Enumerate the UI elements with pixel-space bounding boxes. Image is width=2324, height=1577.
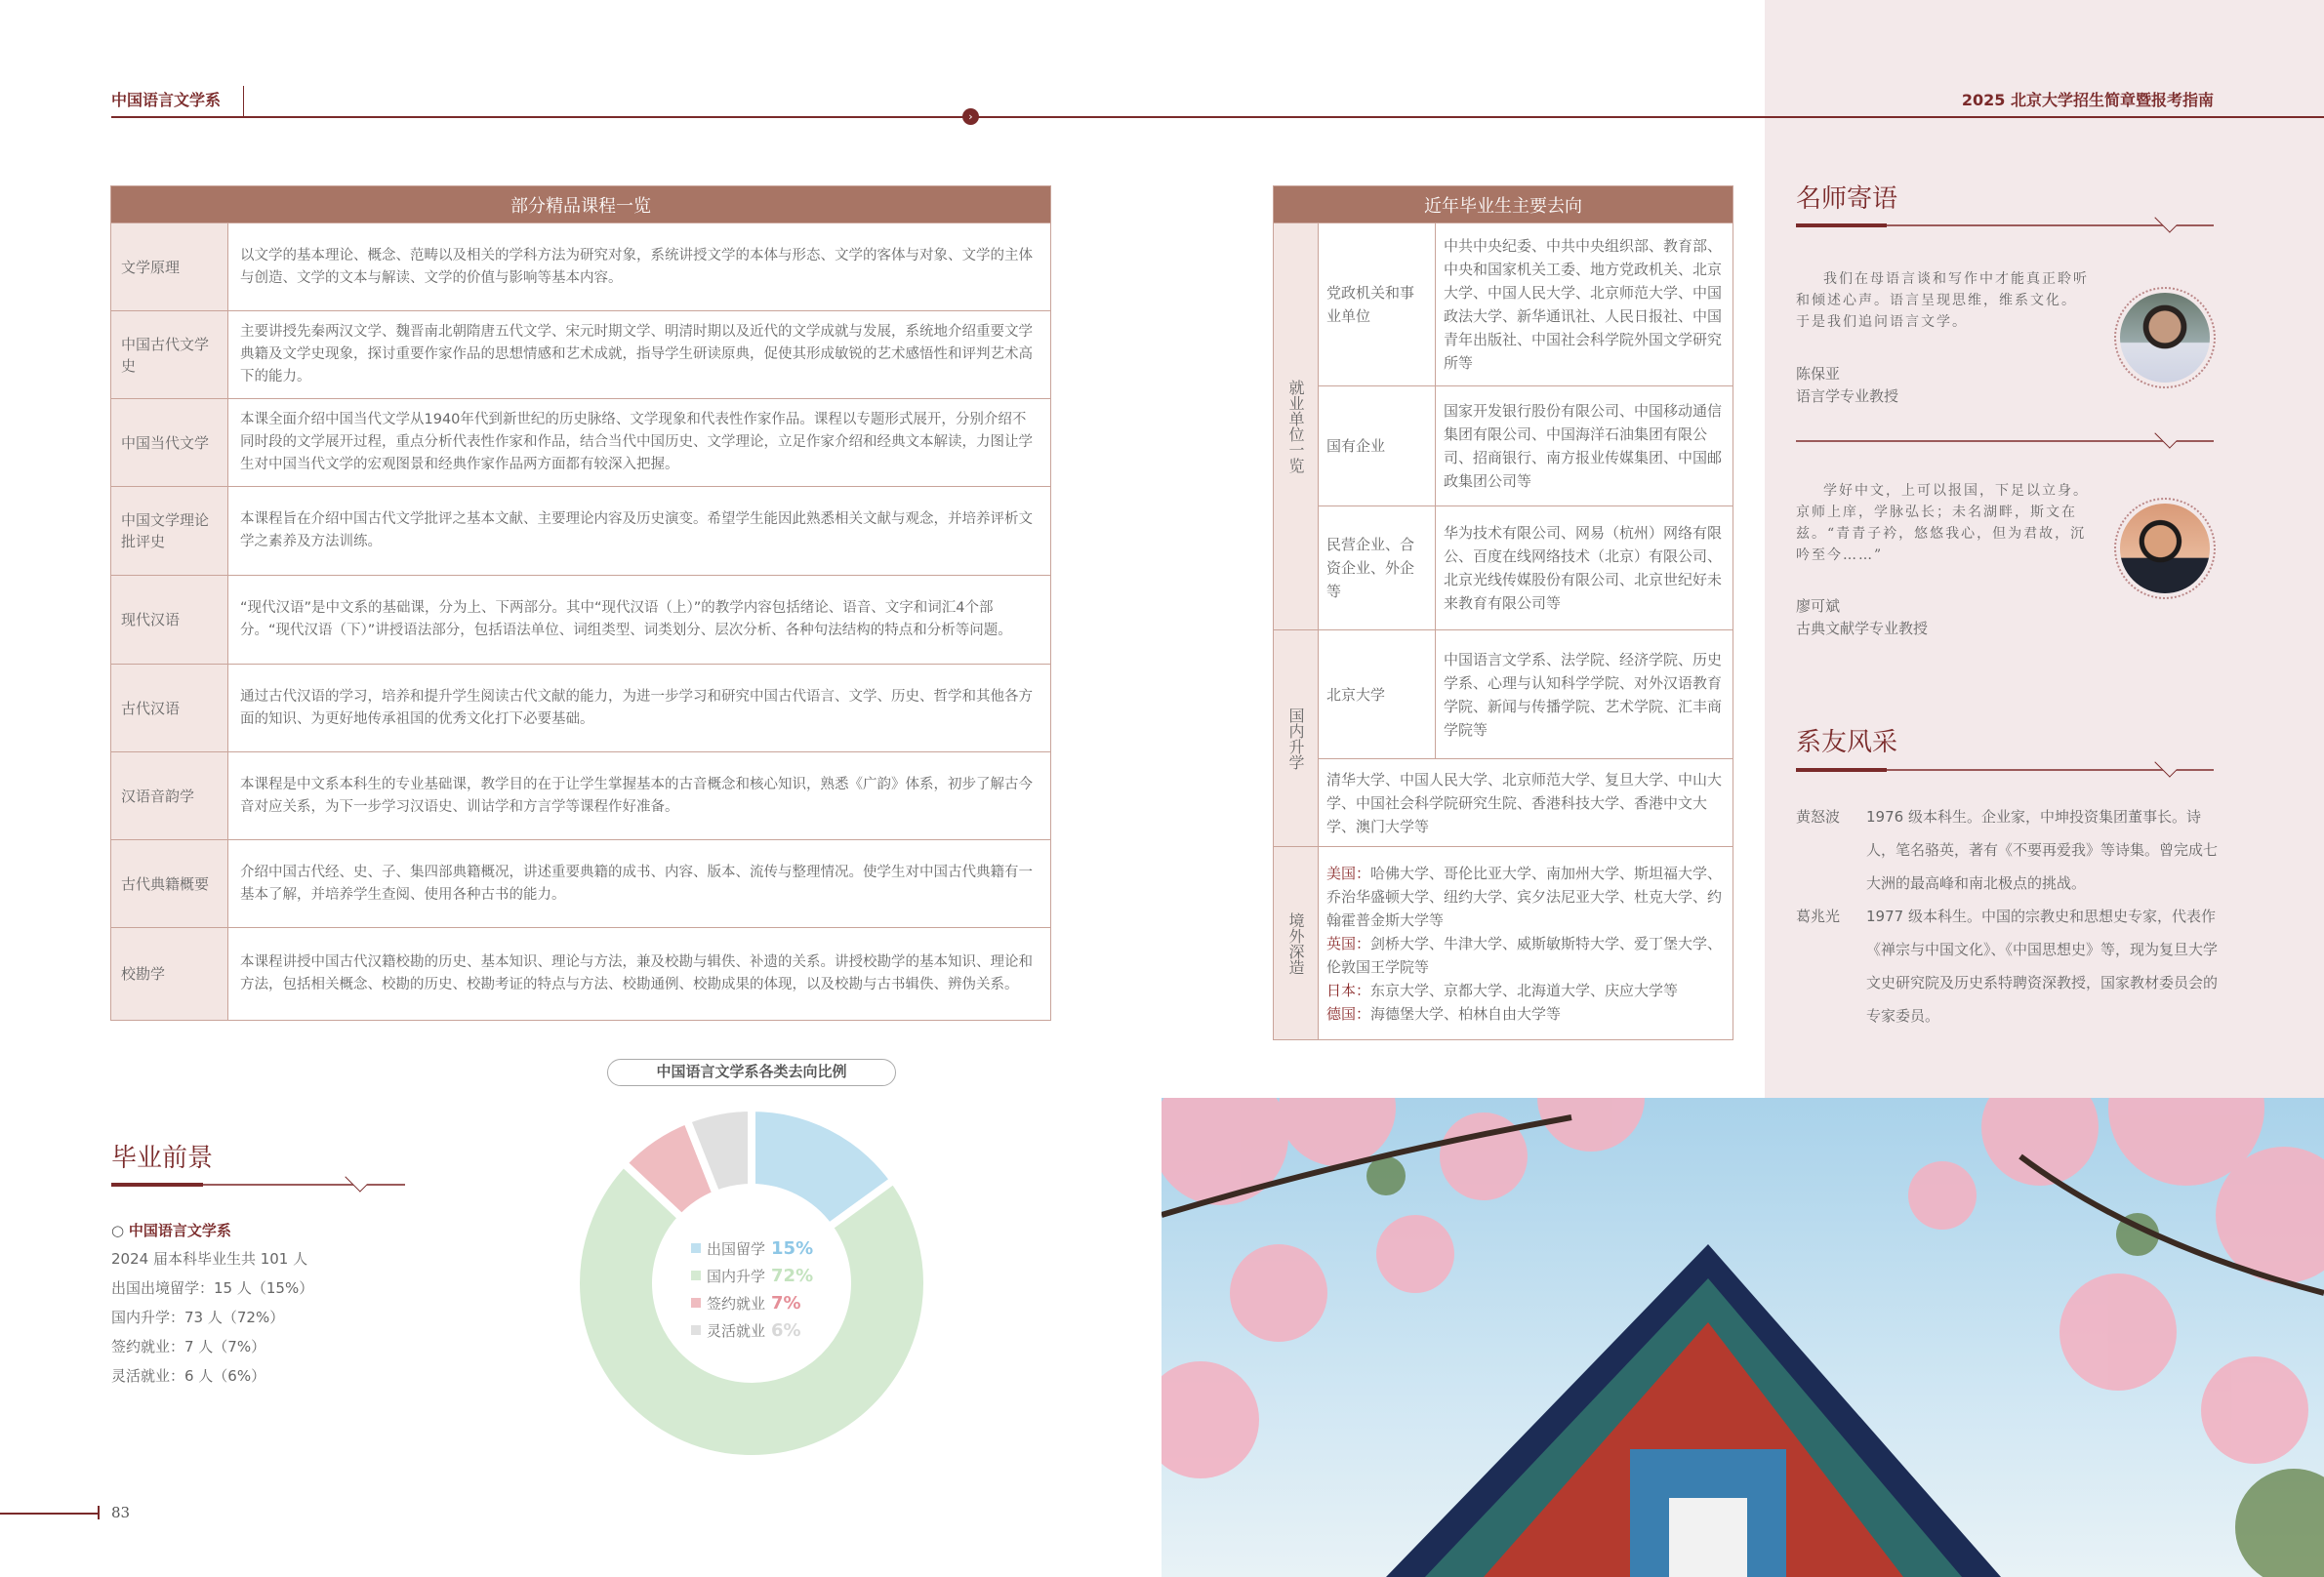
employment-type: 党政机关和事业单位 — [1319, 223, 1436, 386]
alumni-item — [1796, 900, 2218, 1032]
alumni-desc: 1976 级本科生。企业家，中坤投资集团董事长。诗人，笔名骆英，著有《不要再爱我》等诗集。曾完成七大洲的最高峰和南北极点的挑战。 — [1866, 808, 2219, 892]
prospects-stats — [111, 1244, 313, 1391]
abroad-row — [1326, 932, 1725, 979]
course-description: 本课程旨在介绍中国古代文学批评之基本文献、主要理论内容及历史演变。希望学生能因此熟悉相关文献与观念，并培养评析文学之素养及方法训练。 — [228, 487, 1051, 576]
legend-label: 灵活就业 — [707, 1321, 766, 1340]
teacher-title: 语言学专业教授 — [1796, 387, 1899, 405]
course-description: 主要讲授先秦两汉文学、魏晋南北朝隋唐五代文学、宋元时期文学、明清时期以及近代的文学成就与发展，系统地介绍重要文学典籍及文学史现象，探讨重要作家作品的思想情感和艺术成就，指导学生研读原典，促使其形成敏锐的艺术感悟性和评判艺术高下的能力。 — [228, 311, 1051, 399]
course-row — [111, 487, 1051, 576]
course-description: 通过古代汉语的学习，培养和提升学生阅读古代文献的能力，为进一步学习和研究中国古代语言、文学、历史、哲学和其他各方面的知识、为更好地传承祖国的优秀文化打下必要基础。 — [228, 665, 1051, 752]
course-row — [111, 665, 1051, 752]
prospects-dept — [111, 1220, 231, 1240]
prospects-dept-label: 中国语言文学系 — [128, 1222, 231, 1239]
prospects-stat: 国内升学：73 人（72%） — [111, 1309, 285, 1326]
teacher-quote: 学好中文，上可以报国，下足以立身。京师上庠，学脉弘长；未名湖畔，斯文在兹。“青青子衿，悠悠我心，但为君故，沉吟至今……” — [1796, 483, 2089, 563]
employment-type: 国有企业 — [1319, 386, 1436, 506]
section-rule — [111, 1184, 405, 1186]
teacher-name: 陈保亚 — [1796, 365, 1841, 383]
alumni-item — [1796, 800, 2218, 900]
course-row — [111, 576, 1051, 665]
course-description: 本课程是中文系本科生的专业基础课，教学目的在于让学生掌握基本的古音概念和核心知识，熟悉《广韵》体系，初步了解古今音对应关系，为下一步学习汉语史、训诂学和方言学等课程作好准备。 — [228, 752, 1051, 840]
circle-icon: ○ — [111, 1222, 129, 1239]
employment-type: 民营企业、合资企业、外企等 — [1319, 506, 1436, 630]
abroad-country: 英国： — [1326, 934, 1371, 952]
course-description: 以文学的基本理论、概念、范畴以及相关的学科方法为研究对象，系统讲授文学的本体与形态、文学的客体与对象、文学的主体与创造、文学的文本与解读、文学的价值与影响等基本内容。 — [228, 223, 1051, 311]
legend-item — [691, 1234, 813, 1262]
prospects-stat: 灵活就业：6 人（6%） — [111, 1367, 266, 1385]
course-row — [111, 840, 1051, 928]
abroad-country: 德国： — [1326, 1004, 1371, 1023]
course-name: 中国文学理论批评史 — [111, 487, 228, 576]
courses-table — [110, 185, 1051, 1021]
course-name: 古代典籍概要 — [111, 840, 228, 928]
abroad-row — [1326, 862, 1725, 932]
domestic-pku-orgs: 中国语言文学系、法学院、经济学院、历史学系、心理与认知科学学院、对外汉语教育学院、新闻与传播学院、艺术学院、汇丰商学院等 — [1436, 630, 1733, 759]
legend-label: 签约就业 — [707, 1294, 766, 1313]
prospects-stat: 2024 届本科毕业生共 101 人 — [111, 1250, 308, 1268]
legend-value: 6% — [771, 1319, 801, 1341]
alumni-title: 系友风采 — [1796, 728, 1898, 757]
legend-value: 15% — [771, 1237, 814, 1259]
legend-swatch — [691, 1325, 701, 1335]
abroad-orgs: 东京大学、京都大学、北海道大学、庆应大学等 — [1370, 981, 1679, 999]
course-description: 介绍中国古代经、史、子、集四部典籍概况，讲述重要典籍的成书、内容、版本、流传与整理情况。使学生对中国古代典籍有一基本了解，并培养学生查阅、使用各种古书的能力。 — [228, 840, 1051, 928]
course-row — [111, 311, 1051, 399]
chevron-down-icon — [345, 1169, 367, 1192]
course-row — [111, 223, 1051, 311]
legend-item — [691, 1262, 813, 1289]
course-row — [111, 928, 1051, 1021]
abroad-list — [1319, 847, 1733, 1040]
legend-label: 国内升学 — [707, 1267, 766, 1285]
legend-item — [691, 1316, 813, 1344]
legend-swatch — [691, 1243, 701, 1253]
header-department: 中国语言文学系 — [111, 91, 222, 109]
employment-label: 就业单位一览 — [1274, 223, 1319, 630]
legend-item — [691, 1289, 813, 1316]
section-rule — [1796, 769, 2214, 771]
domestic-label: 国内升学 — [1274, 630, 1319, 847]
section-rule — [1796, 224, 2214, 226]
abroad-orgs: 海德堡大学、柏林自由大学等 — [1370, 1004, 1562, 1023]
header-divider — [243, 86, 244, 117]
page-rule — [0, 1513, 98, 1515]
prospects-title: 毕业前景 — [111, 1144, 214, 1173]
teacher-quote: 我们在母语言谈和写作中才能真正聆听和倾述心声。语言呈现思维，维系文化。于是我们追问语言文学。 — [1796, 271, 2089, 330]
page-number: 83 — [111, 1504, 131, 1521]
course-description: “现代汉语”是中文系的基础课，分为上、下两部分。其中“现代汉语（上）”的教学内容包括绪论、语音、文字和词汇4个部分。“现代汉语（下）”讲授语法部分，包括语法单位、词组类型、词类划分、层次分析、各种句法结构的特点和分析等问题。 — [228, 576, 1051, 665]
course-name: 中国当代文学 — [111, 399, 228, 487]
abroad-label: 境外深造 — [1274, 847, 1319, 1040]
course-name: 汉语音韵学 — [111, 752, 228, 840]
employment-orgs: 国家开发银行股份有限公司、中国移动通信集团有限公司、中国海洋石油集团有限公司、招商银行、南方报业传媒集团、中国邮政集团公司等 — [1436, 386, 1733, 506]
abroad-country: 日本： — [1326, 981, 1371, 999]
legend-value: 7% — [771, 1292, 801, 1314]
courses-table-title: 部分精品课程一览 — [111, 186, 1051, 223]
course-name: 古代汉语 — [111, 665, 228, 752]
alumni-name: 葛兆光 — [1796, 908, 1841, 925]
campus-photo-art — [1162, 1098, 2324, 1577]
course-row — [111, 752, 1051, 840]
course-description: 本课程讲授中国古代汉籍校勘的历史、基本知识、理论与方法，兼及校勘与辑佚、补遗的关系。讲授校勘学的基本知识、理论和方法，包括相关概念、校勘的历史、校勘考证的特点与方法、校勘通例、校勘成果的体现，以及校勘与古书辑佚、辨伪关系。 — [228, 928, 1051, 1021]
course-name: 中国古代文学史 — [111, 311, 228, 399]
destinations-table — [1273, 185, 1733, 1040]
section-rule — [1796, 440, 2214, 442]
header-guide-title: 2025 北京大学招生简章暨报考指南 — [1961, 91, 2214, 109]
teacher-title: 古典文献学专业教授 — [1796, 620, 1929, 637]
chevron-right-icon: › — [962, 108, 979, 125]
legend-value: 72% — [771, 1265, 814, 1286]
header-rule — [111, 116, 2324, 118]
campus-photo — [1162, 1098, 2324, 1577]
domestic-others: 清华大学、中国人民大学、北京师范大学、复旦大学、中山大学、中国社会科学院研究生院、香港科技大学、香港中文大学、澳门大学等 — [1319, 759, 1733, 847]
abroad-orgs: 剑桥大学、牛津大学、威斯敏斯特大学、爱丁堡大学、伦敦国王学院等 — [1326, 934, 1723, 976]
destinations-table-title: 近年毕业生主要去向 — [1274, 186, 1733, 223]
course-name: 现代汉语 — [111, 576, 228, 665]
alumni-desc: 1977 级本科生。中国的宗教史和思想史专家，代表作《禅宗与中国文化》、《中国思想史》等，现为复旦大学文史研究院及历史系特聘资深教授，国家教材委员会的专家委员。 — [1866, 908, 2219, 1025]
chart-legend — [691, 1234, 813, 1344]
abroad-row — [1326, 979, 1725, 1002]
teacher-name: 廖可斌 — [1796, 597, 1841, 615]
page-rule-tick — [98, 1506, 100, 1519]
employment-orgs: 中共中央纪委、中共中央组织部、教育部、中央和国家机关工委、地方党政机关、北京大学、中国人民大学、北京师范大学、中国政法大学、新华通讯社、人民日报社、中国青年出版社、中国社会科学院外国文学研究所等 — [1436, 223, 1733, 386]
course-description: 本课全面介绍中国当代文学从1940年代到新世纪的历史脉络、文学现象和代表性作家作品。课程以专题形式展开，分别介绍不同时段的文学展开过程，重点分析代表性作家和作品，结合当代中国历史、文学理论，立足作家介绍和经典文本解读，力图让学生对中国当代文学的宏观图景和经典作家作品两方面都有较深入把握。 — [228, 399, 1051, 487]
teachers-title: 名师寄语 — [1796, 184, 1898, 214]
legend-swatch — [691, 1271, 701, 1280]
teacher-photo — [2114, 287, 2216, 388]
prospects-stat: 签约就业：7 人（7%） — [111, 1338, 266, 1355]
alumni-name: 黄怒波 — [1796, 808, 1841, 826]
legend-swatch — [691, 1298, 701, 1308]
course-row — [111, 399, 1051, 487]
course-name: 文学原理 — [111, 223, 228, 311]
domestic-pku: 北京大学 — [1319, 630, 1436, 759]
employment-orgs: 华为技术有限公司、网易（杭州）网络有限公、百度在线网络技术（北京）有限公司、北京光线传媒股份有限公司、北京世纪好未来教育有限公司等 — [1436, 506, 1733, 630]
chart-title: 中国语言文学系各类去向比例 — [607, 1059, 896, 1086]
abroad-orgs: 哈佛大学、哥伦比亚大学、南加州大学、斯坦福大学、乔治华盛顿大学、纽约大学、宾夕法尼亚大学、杜克大学、约翰霍普金斯大学等 — [1326, 864, 1723, 929]
teacher-photo — [2114, 498, 2216, 599]
abroad-row — [1326, 1002, 1725, 1026]
legend-label: 出国留学 — [707, 1239, 766, 1258]
prospects-stat: 出国出境留学：15 人（15%） — [111, 1279, 314, 1297]
course-name: 校勘学 — [111, 928, 228, 1021]
abroad-country: 美国： — [1326, 864, 1371, 882]
